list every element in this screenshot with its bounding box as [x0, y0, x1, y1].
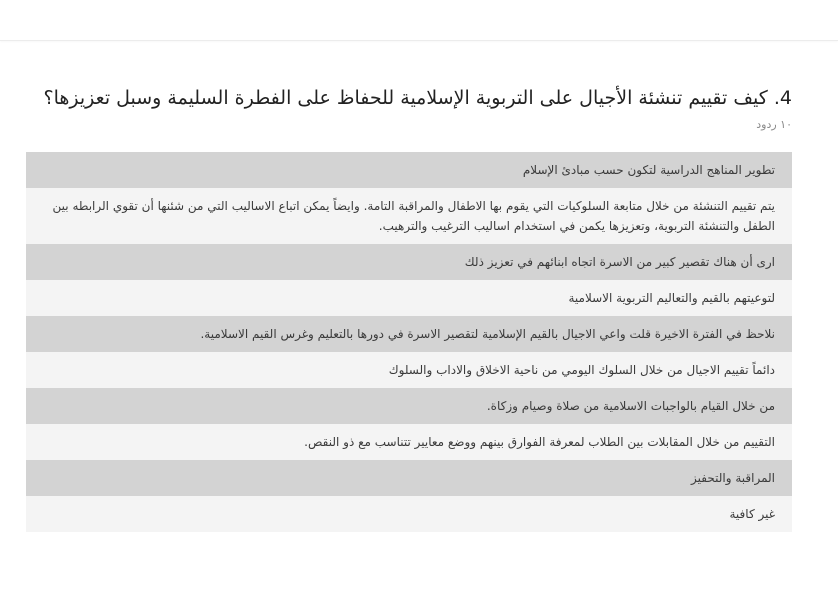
response-item	[26, 424, 792, 460]
response-text: المراقبة والتحفيز	[691, 471, 775, 485]
response-text: يتم تقييم التنشئة من خلال متابعة السلوكيات التي يقوم بها الاطفال والمراقبة التامة. وايضاً يمكن اتباع الاساليب التي من شئنها أن تقوي الرابطه بين الطفل والتنشئة التربوية، وتعزيزها يكمن في استخدام اساليب الترغيب والترهيب.	[52, 199, 775, 233]
response-item	[26, 188, 792, 244]
response-item	[26, 152, 792, 188]
response-item	[26, 316, 792, 352]
response-text: نلاحظ في الفترة الاخيرة قلت واعي الاجيال بالقيم الإسلامية لتقصير الاسرة في دورها بالتعليم وغرس القيم الاسلامية.	[200, 327, 775, 341]
top-bar	[0, 0, 838, 41]
response-item	[26, 280, 792, 316]
response-text: تطوير المناهج الدراسية لتكون حسب مبادئ الإسلام	[522, 163, 775, 177]
response-text: ارى أن هناك تقصير كبير من الاسرة اتجاه ابنائهم في تعزيز ذلك	[464, 255, 775, 269]
response-item	[26, 244, 792, 280]
response-text: لتوعيتهم بالقيم والتعاليم التربوية الاسلامية	[568, 291, 775, 305]
response-item	[26, 460, 792, 496]
response-list	[26, 152, 792, 532]
response-item	[26, 496, 792, 532]
response-text: غير كافية	[729, 507, 775, 521]
response-text: التقييم من خلال المقابلات بين الطلاب لمعرفة الفوارق بينهم ووضع معايير تتناسب مع ذو النقص.	[304, 435, 775, 449]
response-text: من خلال القيام بالواجبات الاسلامية من صلاة وصيام وزكاة.	[486, 399, 775, 413]
response-item	[26, 352, 792, 388]
response-item	[26, 388, 792, 424]
response-text: دائماً تقييم الاجيال من خلال السلوك اليومي من ناحية الاخلاق والاداب والسلوك	[388, 363, 775, 377]
response-count: ١٠ ردود	[756, 118, 792, 131]
question-card	[26, 40, 792, 532]
question-title: 4. كيف تقييم تنشئة الأجيال على التربوية الإسلامية للحفاظ على الفطرة السليمة وسبل تعزيزها؟	[43, 87, 792, 109]
